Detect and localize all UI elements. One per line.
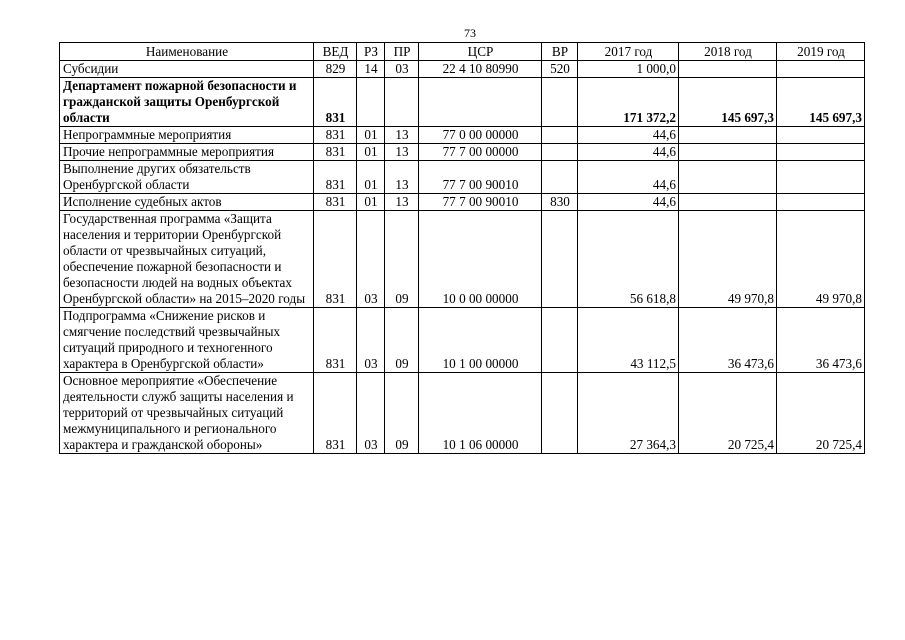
cell-vr xyxy=(542,144,578,161)
cell-2017: 44,6 xyxy=(578,194,679,211)
column-header-2017: 2017 год xyxy=(578,43,679,61)
column-header-csr: ЦСР xyxy=(419,43,542,61)
table-row xyxy=(60,194,865,211)
cell-pr xyxy=(385,78,419,127)
cell-2017: 1 000,0 xyxy=(578,61,679,78)
cell-pr: 03 xyxy=(385,61,419,78)
cell-2018: 20 725,4 xyxy=(679,373,777,454)
cell-2017: 43 112,5 xyxy=(578,308,679,373)
cell-pr: 09 xyxy=(385,308,419,373)
cell-vr xyxy=(542,127,578,144)
cell-pr: 13 xyxy=(385,127,419,144)
cell-csr: 10 1 06 00000 xyxy=(419,373,542,454)
table-row xyxy=(60,144,865,161)
cell-2018 xyxy=(679,161,777,194)
cell-ved: 831 xyxy=(314,161,357,194)
cell-ved: 831 xyxy=(314,373,357,454)
cell-2019 xyxy=(777,144,865,161)
cell-csr xyxy=(419,78,542,127)
cell-rz: 01 xyxy=(357,194,385,211)
cell-2019 xyxy=(777,61,865,78)
column-header-rz: РЗ xyxy=(357,43,385,61)
cell-csr: 77 7 00 90010 xyxy=(419,194,542,211)
cell-2017: 171 372,2 xyxy=(578,78,679,127)
cell-vr: 830 xyxy=(542,194,578,211)
cell-vr xyxy=(542,211,578,308)
cell-2019: 145 697,3 xyxy=(777,78,865,127)
cell-vr xyxy=(542,161,578,194)
cell-name: Выполнение других обязательств Оренбургской области xyxy=(60,161,314,194)
cell-ved: 829 xyxy=(314,61,357,78)
cell-ved: 831 xyxy=(314,78,357,127)
cell-pr: 09 xyxy=(385,373,419,454)
column-header-ved: ВЕД xyxy=(314,43,357,61)
cell-2018 xyxy=(679,144,777,161)
cell-rz: 03 xyxy=(357,373,385,454)
cell-rz: 01 xyxy=(357,144,385,161)
cell-rz: 03 xyxy=(357,211,385,308)
table-row xyxy=(60,127,865,144)
cell-rz: 01 xyxy=(357,161,385,194)
cell-vr: 520 xyxy=(542,61,578,78)
cell-rz: 03 xyxy=(357,308,385,373)
table-row xyxy=(60,308,865,373)
table-row xyxy=(60,373,865,454)
cell-2019: 36 473,6 xyxy=(777,308,865,373)
cell-rz xyxy=(357,78,385,127)
cell-2017: 44,6 xyxy=(578,161,679,194)
cell-ved: 831 xyxy=(314,194,357,211)
cell-2017: 56 618,8 xyxy=(578,211,679,308)
cell-name: Государственная программа «Защита населения и территории Оренбургской области от чрезвычайных ситуаций, обеспечение пожарной безопасности и безопасности людей на водных объектах Оренбургской области» на 2015–2020 годы xyxy=(60,211,314,308)
cell-2018 xyxy=(679,194,777,211)
cell-2017: 27 364,3 xyxy=(578,373,679,454)
cell-pr: 13 xyxy=(385,161,419,194)
cell-vr xyxy=(542,373,578,454)
cell-csr: 10 1 00 00000 xyxy=(419,308,542,373)
cell-2018 xyxy=(679,61,777,78)
cell-csr: 77 0 00 00000 xyxy=(419,127,542,144)
cell-2017: 44,6 xyxy=(578,144,679,161)
cell-rz: 01 xyxy=(357,127,385,144)
cell-pr: 09 xyxy=(385,211,419,308)
cell-csr: 77 7 00 90010 xyxy=(419,161,542,194)
cell-2018: 49 970,8 xyxy=(679,211,777,308)
cell-csr: 22 4 10 80990 xyxy=(419,61,542,78)
column-header-vr: ВР xyxy=(542,43,578,61)
cell-name: Подпрограмма «Снижение рисков и смягчение последствий чрезвычайных ситуаций природного и техногенного характера в Оренбургской области» xyxy=(60,308,314,373)
cell-rz: 14 xyxy=(357,61,385,78)
column-header-2019: 2019 год xyxy=(777,43,865,61)
cell-ved: 831 xyxy=(314,308,357,373)
column-header-2018: 2018 год xyxy=(679,43,777,61)
cell-pr: 13 xyxy=(385,144,419,161)
cell-ved: 831 xyxy=(314,211,357,308)
cell-name: Субсидии xyxy=(60,61,314,78)
table-body xyxy=(60,61,865,454)
cell-name: Исполнение судебных актов xyxy=(60,194,314,211)
table-row xyxy=(60,78,865,127)
table-row xyxy=(60,61,865,78)
cell-2017: 44,6 xyxy=(578,127,679,144)
cell-name: Основное мероприятие «Обеспечение деятельности служб защиты населения и территорий от чрезвычайных ситуаций межмуниципального и регионального характера и гражданской обороны» xyxy=(60,373,314,454)
table-header-row xyxy=(60,43,865,61)
cell-2018: 145 697,3 xyxy=(679,78,777,127)
cell-ved: 831 xyxy=(314,144,357,161)
column-header-name: Наименование xyxy=(60,43,314,61)
cell-vr xyxy=(542,308,578,373)
cell-name: Прочие непрограммные мероприятия xyxy=(60,144,314,161)
table-row xyxy=(60,161,865,194)
cell-csr: 10 0 00 00000 xyxy=(419,211,542,308)
cell-2018: 36 473,6 xyxy=(679,308,777,373)
cell-2019 xyxy=(777,127,865,144)
table-row xyxy=(60,211,865,308)
cell-2019: 49 970,8 xyxy=(777,211,865,308)
cell-pr: 13 xyxy=(385,194,419,211)
column-header-pr: ПР xyxy=(385,43,419,61)
cell-vr xyxy=(542,78,578,127)
budget-table xyxy=(59,42,865,454)
cell-2018 xyxy=(679,127,777,144)
cell-ved: 831 xyxy=(314,127,357,144)
cell-name: Непрограммные мероприятия xyxy=(60,127,314,144)
cell-csr: 77 7 00 00000 xyxy=(419,144,542,161)
page-number: 73 xyxy=(464,26,476,40)
cell-name: Департамент пожарной безопасности и гражданской защиты Оренбургской области xyxy=(60,78,314,127)
cell-2019: 20 725,4 xyxy=(777,373,865,454)
cell-2019 xyxy=(777,161,865,194)
cell-2019 xyxy=(777,194,865,211)
